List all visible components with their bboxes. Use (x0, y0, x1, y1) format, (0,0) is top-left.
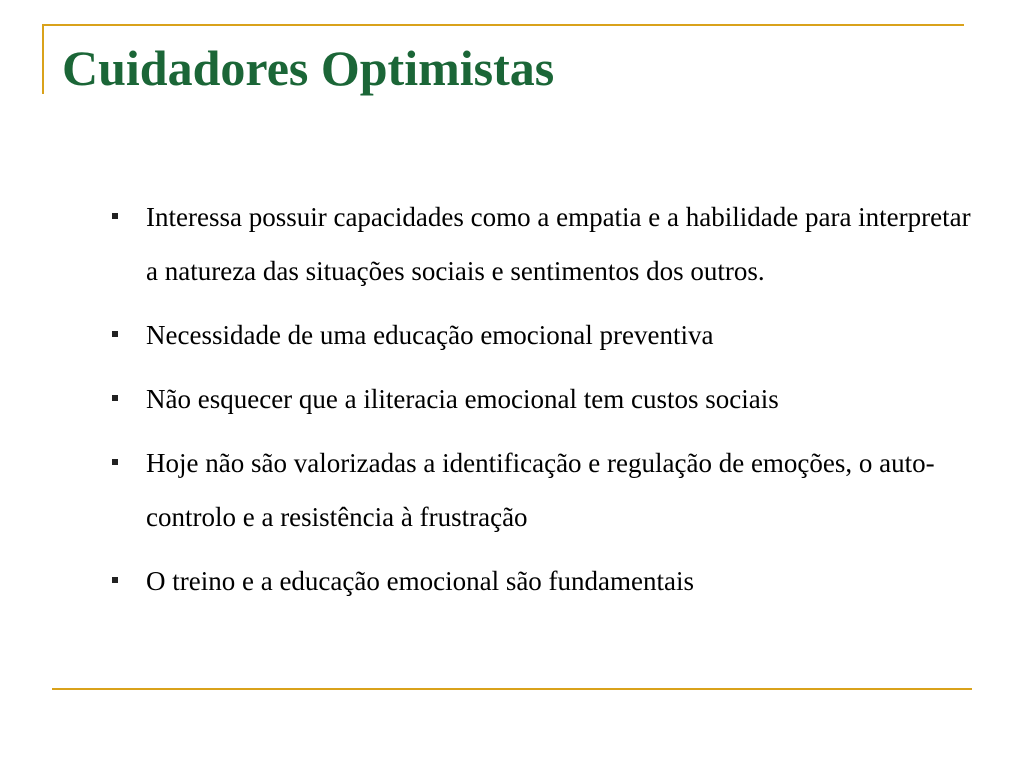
square-bullet-icon (112, 395, 118, 401)
bullet-item (112, 554, 972, 608)
bottom-accent-line (52, 688, 972, 690)
bullet-item (112, 190, 972, 298)
bullet-text: Não esquecer que a iliteracia emocional tem custos sociais (146, 384, 779, 414)
top-accent-line (42, 24, 964, 26)
square-bullet-icon (112, 577, 118, 583)
bullet-item (112, 436, 972, 544)
bullet-text: Hoje não são valorizadas a identificação e regulação de emoções, o auto-controlo e a resistência à frustração (146, 448, 935, 532)
bullet-list (112, 190, 972, 618)
square-bullet-icon (112, 459, 118, 465)
left-accent-line (42, 24, 44, 94)
square-bullet-icon (112, 331, 118, 337)
bullet-text: Necessidade de uma educação emocional preventiva (146, 320, 714, 350)
bullet-text: Interessa possuir capacidades como a empatia e a habilidade para interpretar a natureza das situações sociais e sentimentos dos outros. (146, 202, 971, 286)
slide-title: Cuidadores Optimistas (62, 40, 555, 96)
bullet-item (112, 308, 972, 362)
square-bullet-icon (112, 213, 118, 219)
bullet-text: O treino e a educação emocional são fundamentais (146, 566, 695, 596)
bullet-item (112, 372, 972, 426)
